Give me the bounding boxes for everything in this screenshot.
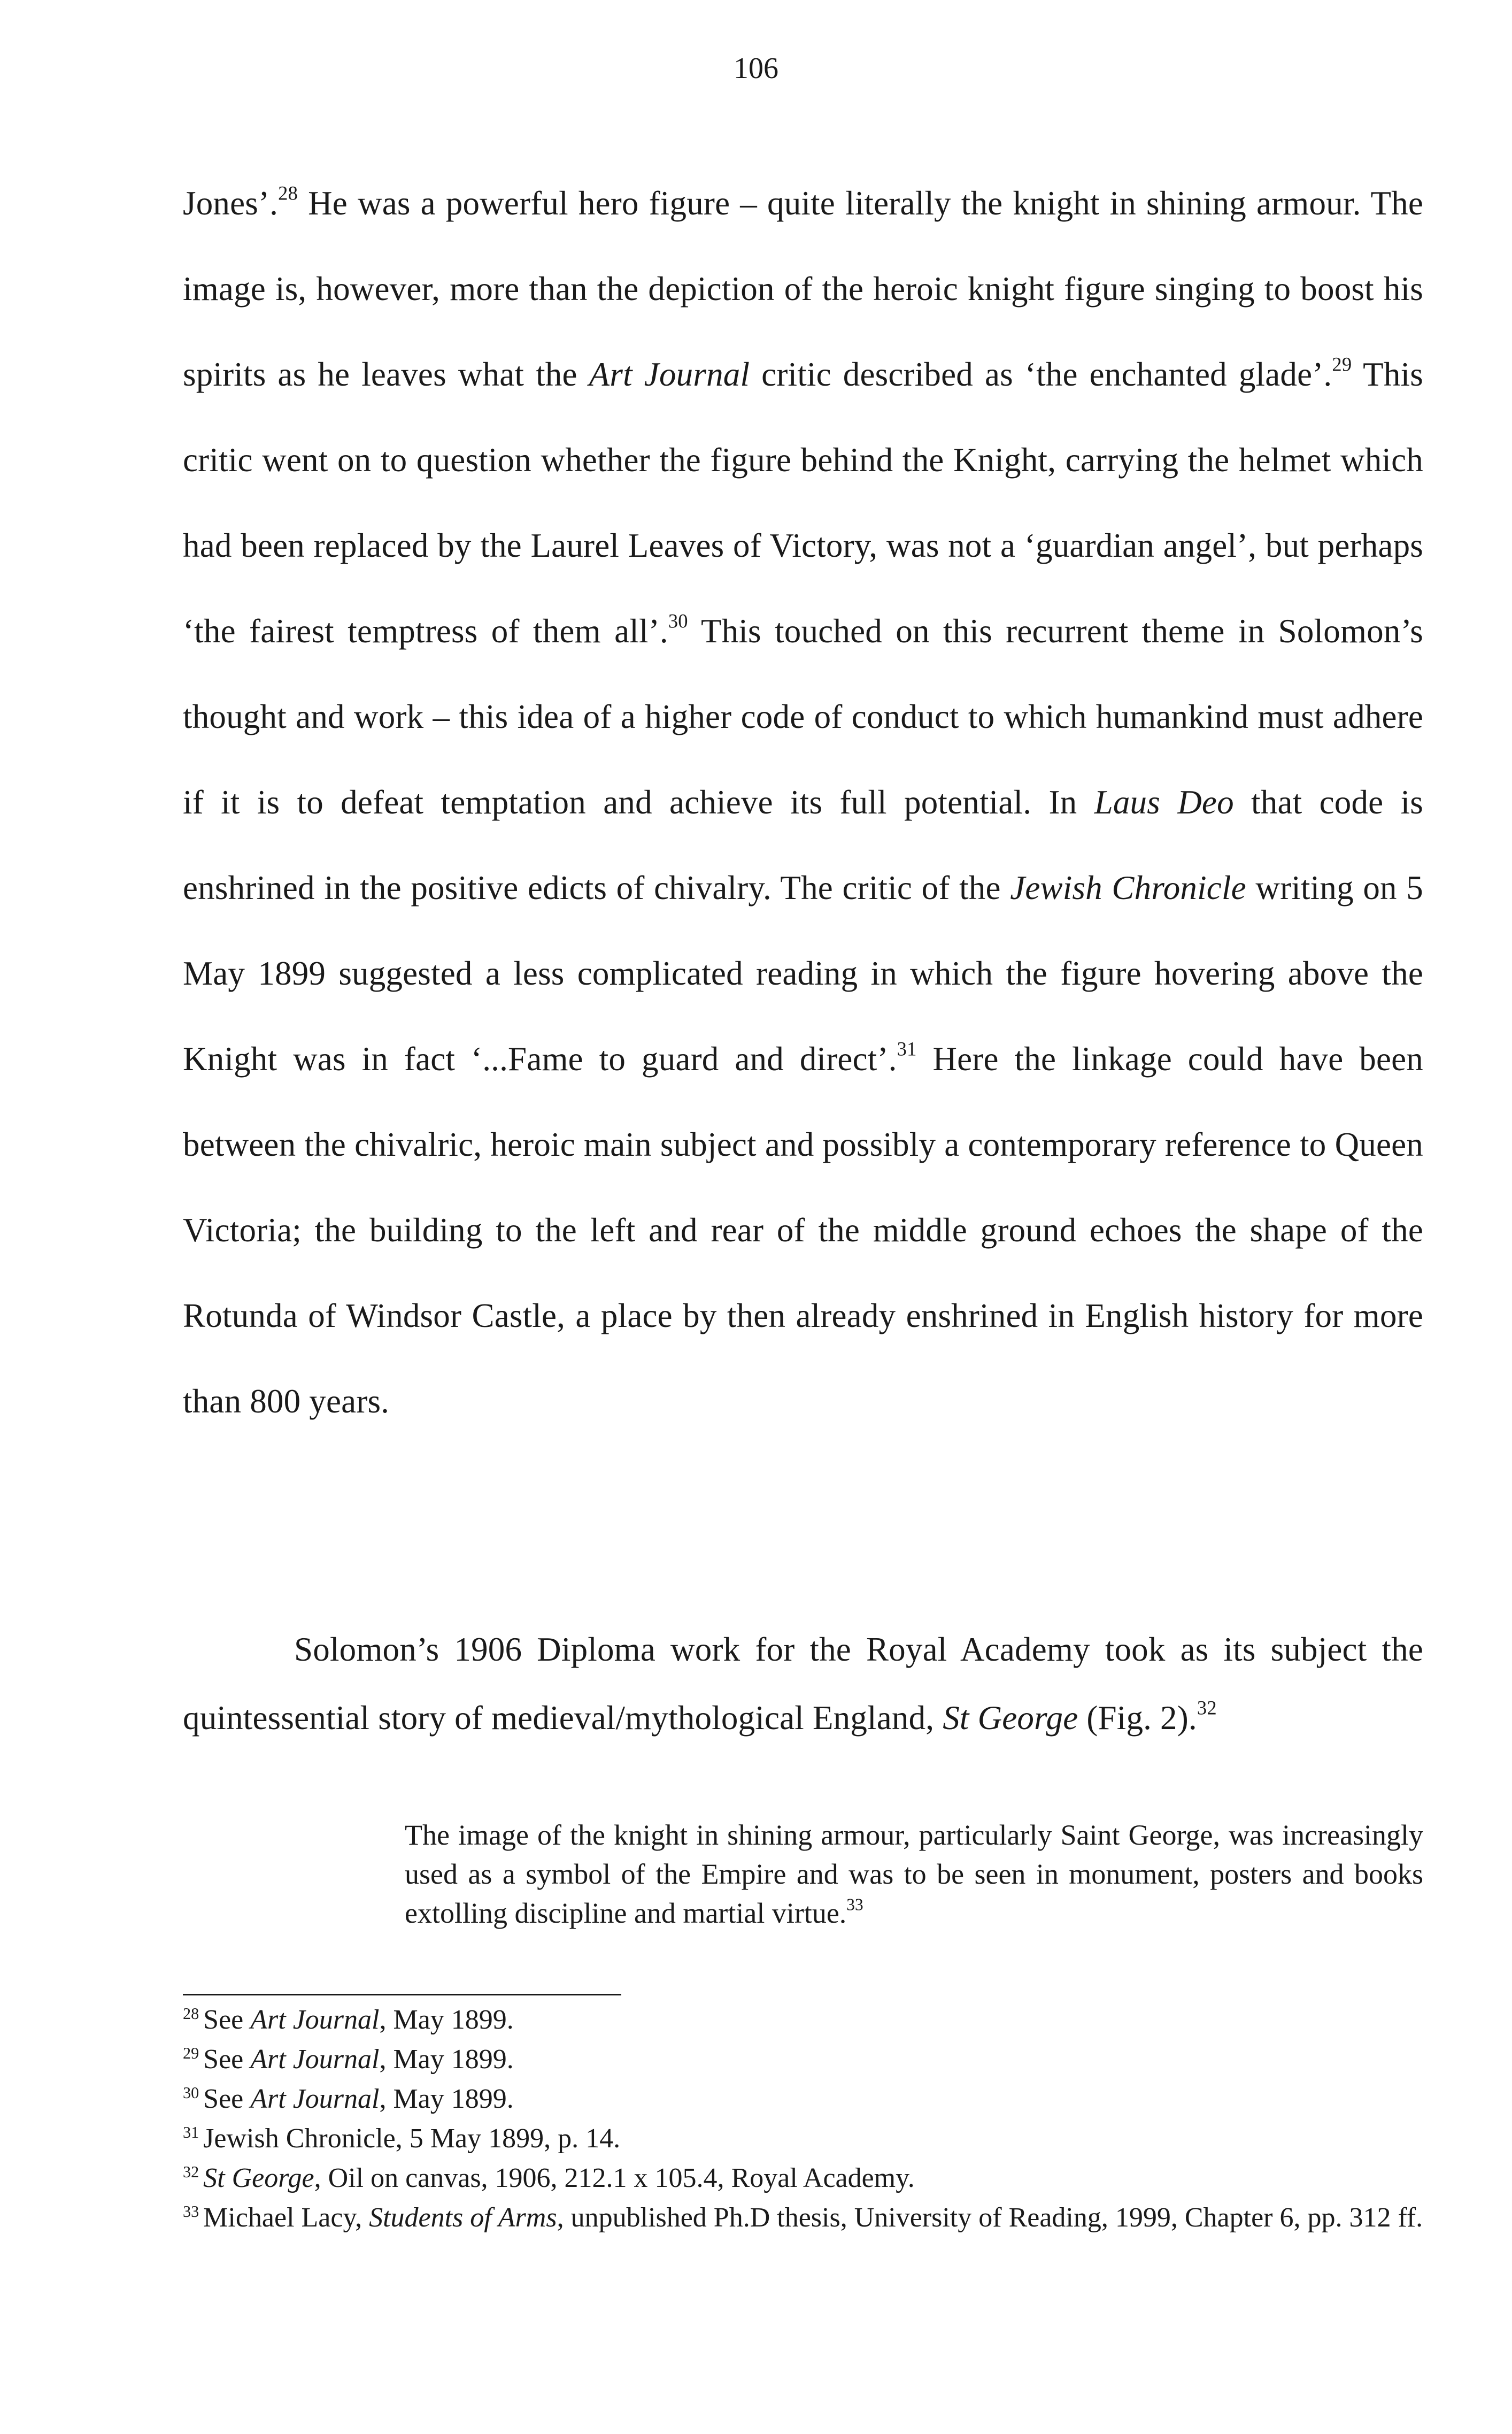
- footnote-ref-29[interactable]: 29: [1332, 353, 1352, 375]
- italic-title-art-journal: Art Journal: [589, 356, 750, 393]
- footnote-italic: Art Journal: [250, 2044, 380, 2075]
- text-run: Solomon’s 1906 Diploma work for the Royal Academy took as its subject the quintessential story of medieval/mythological England,: [183, 1631, 1423, 1737]
- footnote-number: 28: [183, 2004, 199, 2023]
- footnote-ref-32[interactable]: 32: [1197, 1696, 1217, 1719]
- text-run: Here the linkage could have been between the chivalric, heroic main subject and possibly a contemporary reference to Queen Victoria; the building to the left and rear of the middle ground echoes the shape of the Rotunda of Windsor Castle, a place by then already enshrined in English history for more than 800 years.: [183, 1040, 1424, 1420]
- footnote-ref-28[interactable]: 28: [278, 182, 298, 204]
- footnote-33: [183, 2198, 1423, 2238]
- footnote-italic: St George: [203, 2163, 314, 2193]
- text-run: (Fig. 2).: [1078, 1699, 1197, 1737]
- footnote-italic: Art Journal: [250, 2005, 380, 2035]
- text-run: writing on 5 May 1899 suggested a less complicated reading in which the figure hovering above the Knight was in fact ‘...Fame to guard and direct’.: [183, 869, 1423, 1078]
- footnote-text: , May 1899.: [379, 2005, 514, 2035]
- footnote-ref-31[interactable]: 31: [897, 1038, 917, 1060]
- footnote-text: See: [203, 2084, 251, 2114]
- footnote-ref-30[interactable]: 30: [668, 610, 688, 632]
- italic-title-jewish-chronicle: Jewish Chronicle: [1010, 869, 1246, 907]
- text-run: critic described as ‘the enchanted glade’.: [750, 356, 1332, 393]
- footnote-text: Jewish Chronicle, 5 May 1899, p. 14.: [203, 2123, 621, 2154]
- text-run: This touched on this recurrent theme in Solomon’s thought and work – this idea of a higher code of conduct to which humankind must adhere if it is to defeat temptation and achieve its full potential. In: [183, 612, 1423, 821]
- text-run: The image of the knight in shining armour, particularly Saint George, was increasingly used as a symbol of the Empire and was to be seen in monument, posters and books extolling discipline and martial virtue.: [405, 1819, 1423, 1929]
- paragraph-text: [183, 1615, 1423, 1752]
- footnote-number: 33: [183, 2202, 199, 2221]
- footnote-text: , May 1899.: [379, 2084, 514, 2114]
- footnote-number: 30: [183, 2083, 199, 2102]
- footnote-30: [183, 2079, 1423, 2119]
- quotation-text: [405, 1816, 1423, 1933]
- footnote-29: [183, 2040, 1423, 2079]
- footnote-separator: [183, 1994, 621, 1995]
- page-number: 106: [734, 52, 778, 85]
- footnote-32: [183, 2159, 1423, 2198]
- footnote-text: See: [203, 2005, 251, 2035]
- footnotes: [183, 2000, 1423, 2238]
- text-run: that code is enshrined in the positive edicts of chivalry. The critic of the: [183, 784, 1423, 907]
- footnote-text: , Oil on canvas, 1906, 212.1 x 105.4, Royal Academy.: [314, 2163, 915, 2193]
- footnote-number: 29: [183, 2044, 199, 2062]
- italic-title-laus-deo: Laus Deo: [1094, 784, 1234, 821]
- italic-title-st-george: St George: [943, 1699, 1078, 1737]
- text-run: He was a powerful hero figure – quite literally the knight in shining armour. The image is, however, more than the depiction of the heroic knight figure singing to boost his spirits as he leaves what the: [183, 185, 1423, 393]
- block-quotation: [405, 1816, 1423, 1933]
- footnote-number: 31: [183, 2123, 199, 2141]
- body-paragraph-1: [183, 160, 1423, 1444]
- footnote-text: See: [203, 2044, 251, 2075]
- footnote-text: , unpublished Ph.D thesis, University of Reading, 1999, Chapter 6, pp. 312 ff.: [557, 2202, 1423, 2233]
- footnote-italic: Art Journal: [250, 2084, 380, 2114]
- footnote-number: 32: [183, 2162, 199, 2181]
- paragraph-text: [183, 160, 1423, 1444]
- body-paragraph-2: [183, 1615, 1423, 1752]
- footnote-31: [183, 2119, 1423, 2159]
- text-run: This critic went on to question whether the figure behind the Knight, carrying the helmet which had been replaced by the Laurel Leaves of Victory, was not a ‘guardian angel’, but perhaps ‘the fairest temptress of them all’.: [183, 356, 1423, 650]
- footnote-text: , May 1899.: [379, 2044, 514, 2075]
- text-run: Jones’.: [183, 185, 279, 222]
- footnote-text: Michael Lacy,: [203, 2202, 369, 2233]
- footnote-28: [183, 2000, 1423, 2040]
- footnote-italic: Students of Arms: [369, 2202, 557, 2233]
- footnote-ref-33[interactable]: 33: [846, 1895, 863, 1914]
